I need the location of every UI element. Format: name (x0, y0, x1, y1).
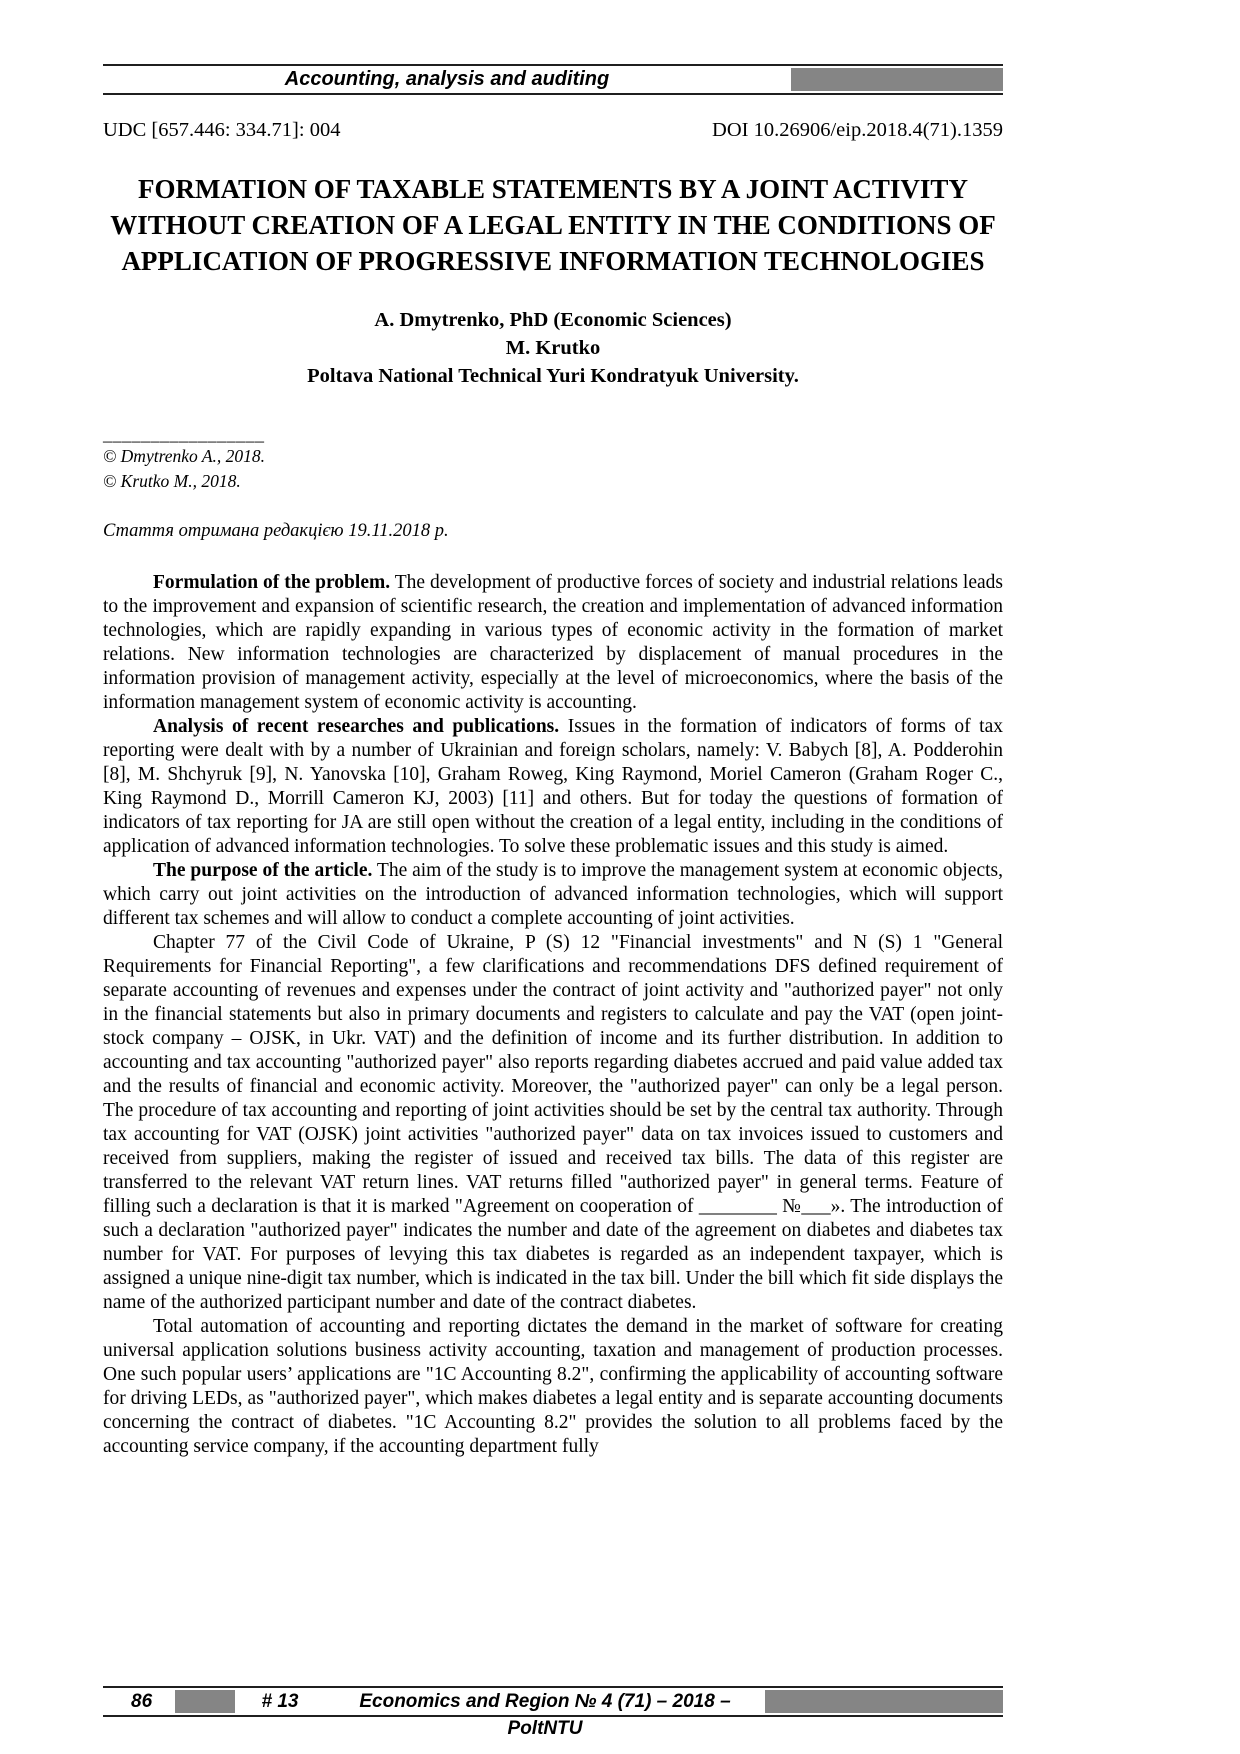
copyright-block (103, 425, 1003, 494)
footer-decorative-block-right (765, 1690, 1003, 1713)
journal-section-title: Accounting, analysis and auditing (284, 68, 610, 90)
header-bottom-rule (103, 93, 1003, 95)
paragraph-lead: Formulation of the problem. (153, 572, 391, 594)
paragraph-text: Total automation of accounting and reporting dictates the demand in the market of software for creating universal application solutions business activity accounting, taxation and management of production processes. One such popular users’ applications are "1C Accounting 8.2", confirming the applicability of accounting software for driving LEDs, as "authorized payer", which makes diabetes a legal entity and is separate accounting documents concerning the contract of diabetes. "1C Accounting 8.2" provides the solution to all problems faced by the accounting service company, if the accounting department fully (103, 1316, 1003, 1458)
authors-block (103, 306, 1003, 391)
header-decorative-block (791, 68, 1003, 91)
paragraph (103, 1315, 1003, 1459)
paragraph-text: Issues in the formation of indicators of forms of tax reporting were dealt with by a number of Ukrainian and foreign scholars, namely: V. Babych [8], A. Podderohin [8], M. Shchyruk [9], N. Yanovska [10], Graham Roweg, King Raymond, Moriel Cameron (Graham Roger C., King Raymond D., Morrill Cameron KJ, 2003) [11] and others. But for today the questions of formation of indicators of tax reporting for JA are still open without the creation of a legal entity, including in the conditions of application of advanced information technologies. To solve these problematic issues and this study is aimed. (103, 716, 1004, 858)
issue-number: # 13 (261, 1691, 299, 1712)
paragraph-text: Chapter 77 of the Civil Code of Ukraine, P (S) 12 "Financial investments" and N (S) 1 "General Requirements for Financial Reporting", a few clarifications and recommendations DFS defined requirement of separate accounting of revenues and expenses under the contract of joint activity and "authorized payer" not only in the financial statements but also in primary documents and registers to calculate and pay the VAT (open joint-stock company – OJSK, in Ukr. VAT) and the definition of income and its further distribution. In addition to accounting and tax accounting "authorized payer" also reports regarding diabetes accrued and paid value added tax and the results of financial and economic activity. Moreover, the "authorized payer" can only be a legal person. The procedure of tax accounting and reporting of joint activities should be set by the central tax authority. Through tax accounting for VAT (OJSK) joint activities "authorized payer" data on tax invoices issued to customers and received from suppliers, making the register of issued and received tax bills. The data of this register are transferred to the relevant VAT return lines. VAT returns filled "authorized payer" in general terms. Feature of filling such a declaration is that it is marked "Agreement on cooperation of ________ №___». The introduction of such a declaration "authorized payer" indicates the number and date of the agreement on diabetes and diabetes tax number for VAT. For purposes of levying this tax diabetes is regarded as an independent taxpayer, which is assigned a unique nine-digit tax number, which is indicated in the tax bill. Under the bill which fit side displays the name of the authorized participant number and date of the contract diabetes. (103, 932, 1003, 1314)
page-number: 86 (131, 1691, 153, 1712)
journal-header (103, 0, 1003, 1459)
author-line: M. Krutko (505, 337, 601, 359)
copyright-rule: _________________ (103, 423, 265, 444)
article-body (103, 571, 1003, 1459)
copyright-line: © Krutko M., 2018. (103, 471, 241, 492)
paragraph-lead: Analysis of recent researches and publications. (153, 716, 560, 738)
paragraph (103, 931, 1003, 1315)
article-title: FORMATION OF TAXABLE STATEMENTS BY A JOINT ACTIVITY WITHOUT CREATION OF A LEGAL ENTITY IN THE CONDITIONS OF APPLICATION OF PROGRESSIVE INFORMATION TECHNOLOGIES (110, 174, 996, 276)
affiliation-line: Poltava National Technical Yuri Kondratyuk University. (307, 365, 799, 388)
footer-journal-line: Economics and Region № 4 (71) – 2018 – PoltNTU (359, 1691, 731, 1739)
paragraph-lead: The purpose of the article. (153, 860, 373, 882)
paragraph (103, 571, 1003, 715)
page-footer (103, 1686, 1003, 1739)
footer-band (103, 1688, 1003, 1739)
paragraph (103, 859, 1003, 931)
paragraph (103, 715, 1003, 859)
header-band (103, 66, 1003, 93)
footer-decorative-block-left (175, 1690, 235, 1713)
copyright-line: © Dmytrenko A., 2018. (103, 446, 266, 467)
meta-row (103, 119, 1003, 142)
paragraph-text: The aim of the study is to improve the management system at economic objects, which carry out joint activities on the introduction of advanced information technologies, which will support different tax schemes and will allow to conduct a complete accounting of joint activities. (103, 860, 1003, 930)
udc-label: UDC [657.446: 334.71]: 004 (103, 119, 341, 141)
doi-label: DOI 10.26906/eip.2018.4(71).1359 (712, 119, 1003, 141)
paragraph-text: The development of productive forces of society and industrial relations leads to the improvement and expansion of scientific research, the creation and implementation of advanced information technologies, which are rapidly expanding in various types of economic activity in the formation of market relations. New information technologies are characterized by displacement of manual procedures in the information provision of management activity, especially at the level of microeconomics, where the basis of the information management system of economic activity is accounting. (103, 572, 1003, 714)
received-note: Стаття отримана редакцією 19.11.2018 р. (103, 521, 449, 542)
author-line: A. Dmytrenko, PhD (Economic Sciences) (374, 308, 732, 331)
